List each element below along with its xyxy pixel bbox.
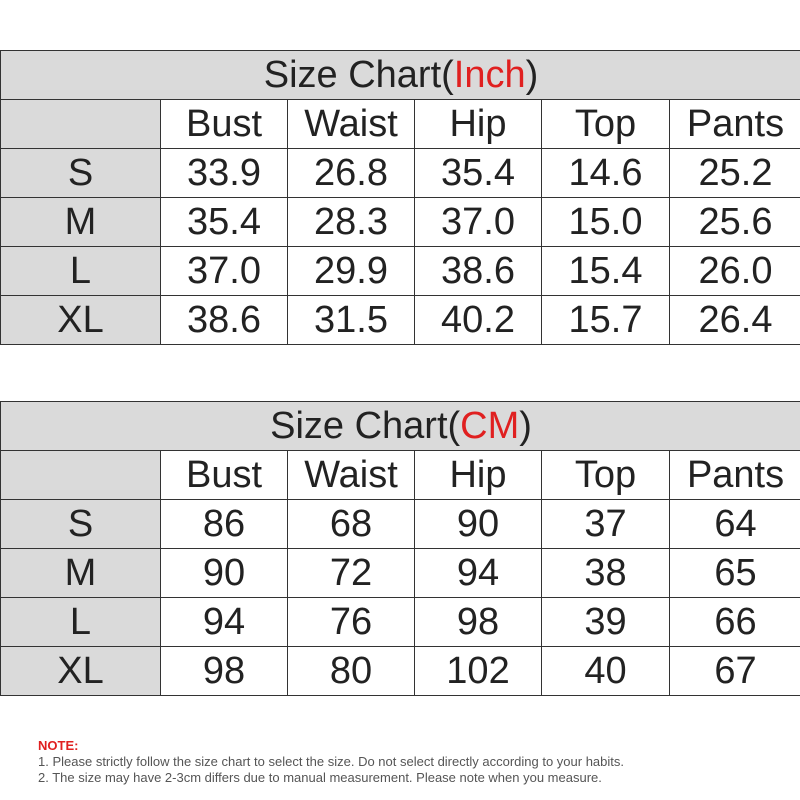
- header-hip: Hip: [415, 100, 542, 149]
- table-cell: 90: [161, 549, 288, 598]
- size-label: XL: [1, 296, 161, 345]
- table-cell: 31.5: [288, 296, 415, 345]
- table-cell: 15.4: [542, 247, 670, 296]
- table-cell: 80: [288, 647, 415, 696]
- table-row: [1, 500, 800, 549]
- table-cell: 35.4: [415, 149, 542, 198]
- table-cell: 37.0: [161, 247, 288, 296]
- table-cell: 94: [415, 549, 542, 598]
- header-corner: [1, 451, 161, 500]
- header-hip: Hip: [415, 451, 542, 500]
- chart-title-suffix: ): [519, 405, 532, 447]
- table-cell: 25.2: [670, 149, 800, 198]
- table-cell: 25.6: [670, 198, 800, 247]
- table-cell: 33.9: [161, 149, 288, 198]
- table-cell: 14.6: [542, 149, 670, 198]
- table-row: [1, 149, 800, 198]
- table-cell: 37.0: [415, 198, 542, 247]
- table-cell: 64: [670, 500, 800, 549]
- table-row: [1, 296, 800, 345]
- header-pants: Pants: [670, 451, 800, 500]
- table-cell: 76: [288, 598, 415, 647]
- table-cell: 68: [288, 500, 415, 549]
- header-waist: Waist: [288, 100, 415, 149]
- table-cell: 90: [415, 500, 542, 549]
- chart-title-prefix: Size Chart(: [270, 405, 461, 447]
- table-cell: 98: [161, 647, 288, 696]
- table-cell: 35.4: [161, 198, 288, 247]
- table-cell: 86: [161, 500, 288, 549]
- table-cell: 15.0: [542, 198, 670, 247]
- table-cell: 65: [670, 549, 800, 598]
- size-label: S: [1, 149, 161, 198]
- size-label: M: [1, 549, 161, 598]
- chart-title-unit: CM: [460, 405, 520, 447]
- size-label: S: [1, 500, 161, 549]
- table-cell: 38.6: [161, 296, 288, 345]
- size-label: L: [1, 598, 161, 647]
- table-cell: 98: [415, 598, 542, 647]
- chart-title-unit: Inch: [453, 54, 526, 96]
- size-label: M: [1, 198, 161, 247]
- size-label: L: [1, 247, 161, 296]
- table-row: [1, 598, 800, 647]
- table-row: [1, 247, 800, 296]
- table-cell: 66: [670, 598, 800, 647]
- note-line-2: 2. The size may have 2-3cm differs due to manual measurement. Please note when you measure.: [38, 770, 602, 785]
- table-cell: 94: [161, 598, 288, 647]
- table-cell: 26.0: [670, 247, 800, 296]
- table-cell: 72: [288, 549, 415, 598]
- table-cell: 28.3: [288, 198, 415, 247]
- header-top: Top: [542, 100, 670, 149]
- table-row: [1, 549, 800, 598]
- table-row: [1, 198, 800, 247]
- table-cell: 40.2: [415, 296, 542, 345]
- table-cell: 37: [542, 500, 670, 549]
- header-bust: Bust: [161, 451, 288, 500]
- size-chart-inch: [0, 50, 800, 345]
- table-cell: 102: [415, 647, 542, 696]
- table-row: [1, 647, 800, 696]
- size-label: XL: [1, 647, 161, 696]
- table-cell: 26.4: [670, 296, 800, 345]
- header-waist: Waist: [288, 451, 415, 500]
- header-bust: Bust: [161, 100, 288, 149]
- chart-title: [1, 402, 800, 451]
- table-cell: 39: [542, 598, 670, 647]
- table-cell: 67: [670, 647, 800, 696]
- table-cell: 15.7: [542, 296, 670, 345]
- table-cell: 38.6: [415, 247, 542, 296]
- note-title: NOTE:: [38, 738, 79, 753]
- chart-title-prefix: Size Chart(: [263, 54, 454, 96]
- table-cell: 40: [542, 647, 670, 696]
- table-cell: 38: [542, 549, 670, 598]
- header-top: Top: [542, 451, 670, 500]
- size-chart-cm: [0, 401, 800, 696]
- header-corner: [1, 100, 161, 149]
- table-cell: 26.8: [288, 149, 415, 198]
- table-cell: 29.9: [288, 247, 415, 296]
- chart-title-suffix: ): [525, 54, 539, 96]
- note-line-1: 1. Please strictly follow the size chart to select the size. Do not select directly according to your habits.: [38, 754, 624, 769]
- chart-title: [1, 51, 800, 100]
- header-pants: Pants: [670, 100, 800, 149]
- size-note: [38, 738, 624, 786]
